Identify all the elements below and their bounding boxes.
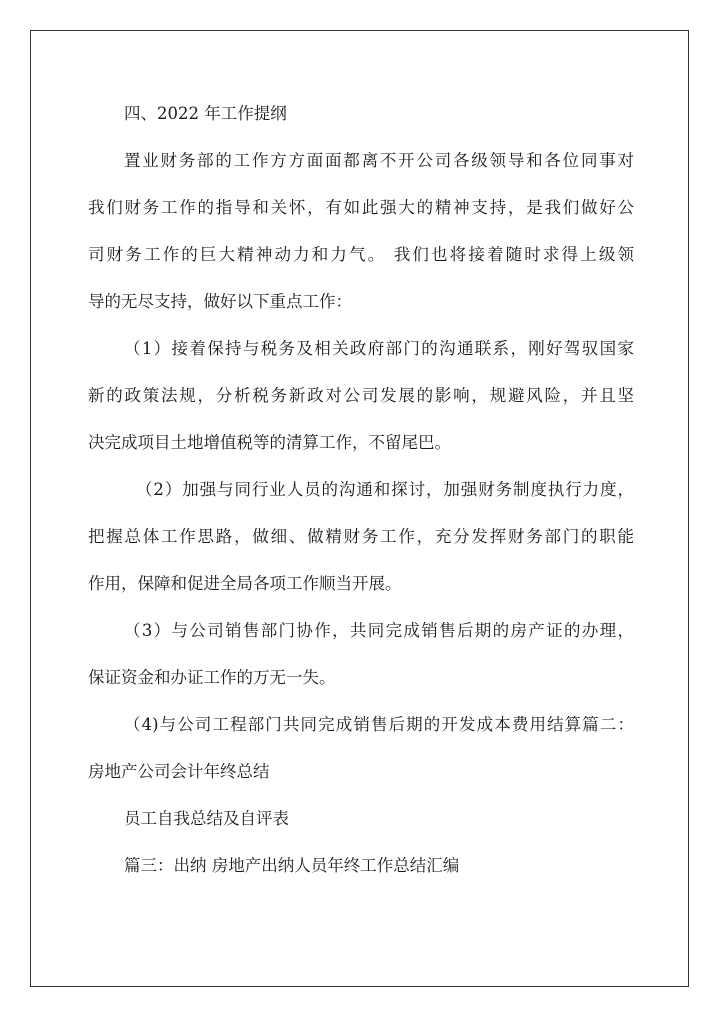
text-line: 我们财务工作的指导和关怀，有如此强大的精神支持，是我们做好公 (88, 198, 634, 217)
text-line: 新的政策法规，分析税务新政对公司发展的影响，规避风险，并且坚 (88, 386, 634, 405)
text-line: 导的无尽支持，做好以下重点工作： (88, 292, 352, 311)
text-line: （4)与公司工程部门共同完成销售后期的开发成本费用结算篇二： (124, 715, 634, 734)
footer-line: 员工自我总结及自评表 (124, 809, 289, 828)
footer-line: 篇三：出纳 房地产出纳人员年终工作总结汇编 (124, 856, 460, 875)
text-line: 司财务工作的巨大精神动力和力气。 我们也将接着随时求得上级领 (88, 245, 634, 264)
text-line: 置业财务部的工作方方面面都离不开公司各级领导和各位同事对 (124, 151, 634, 170)
document-body (88, 90, 634, 889)
text-line: 保证资金和办证工作的万无一失。 (88, 668, 336, 687)
section-heading: 四、2022 年工作提纲 (124, 104, 287, 123)
text-line: （2）加强与同行业人员的沟通和探讨，加强财务制度执行力度， (136, 480, 634, 499)
text-line: 作用，保障和促进全局各项工作顺当开展。 (88, 574, 402, 593)
paragraph-item-1 (88, 325, 634, 466)
paragraph-item-2 (88, 466, 634, 607)
paragraph-item-4 (88, 701, 634, 795)
text-line: 决完成项目土地增值税等的清算工作，不留尾巴。 (88, 433, 451, 452)
paragraph-intro (88, 137, 634, 325)
text-line: （1）接着保持与税务及相关政府部门的沟通联系，刚好驾驭国家 (124, 339, 634, 358)
text-line: （3）与公司销售部门协作，共同完成销售后期的房产证的办理， (124, 621, 634, 640)
text-line: 把握总体工作思路，做细、做精财务工作，充分发挥财务部门的职能 (88, 527, 634, 546)
text-line: 房地产公司会计年终总结 (88, 762, 270, 781)
paragraph-item-3 (88, 607, 634, 701)
